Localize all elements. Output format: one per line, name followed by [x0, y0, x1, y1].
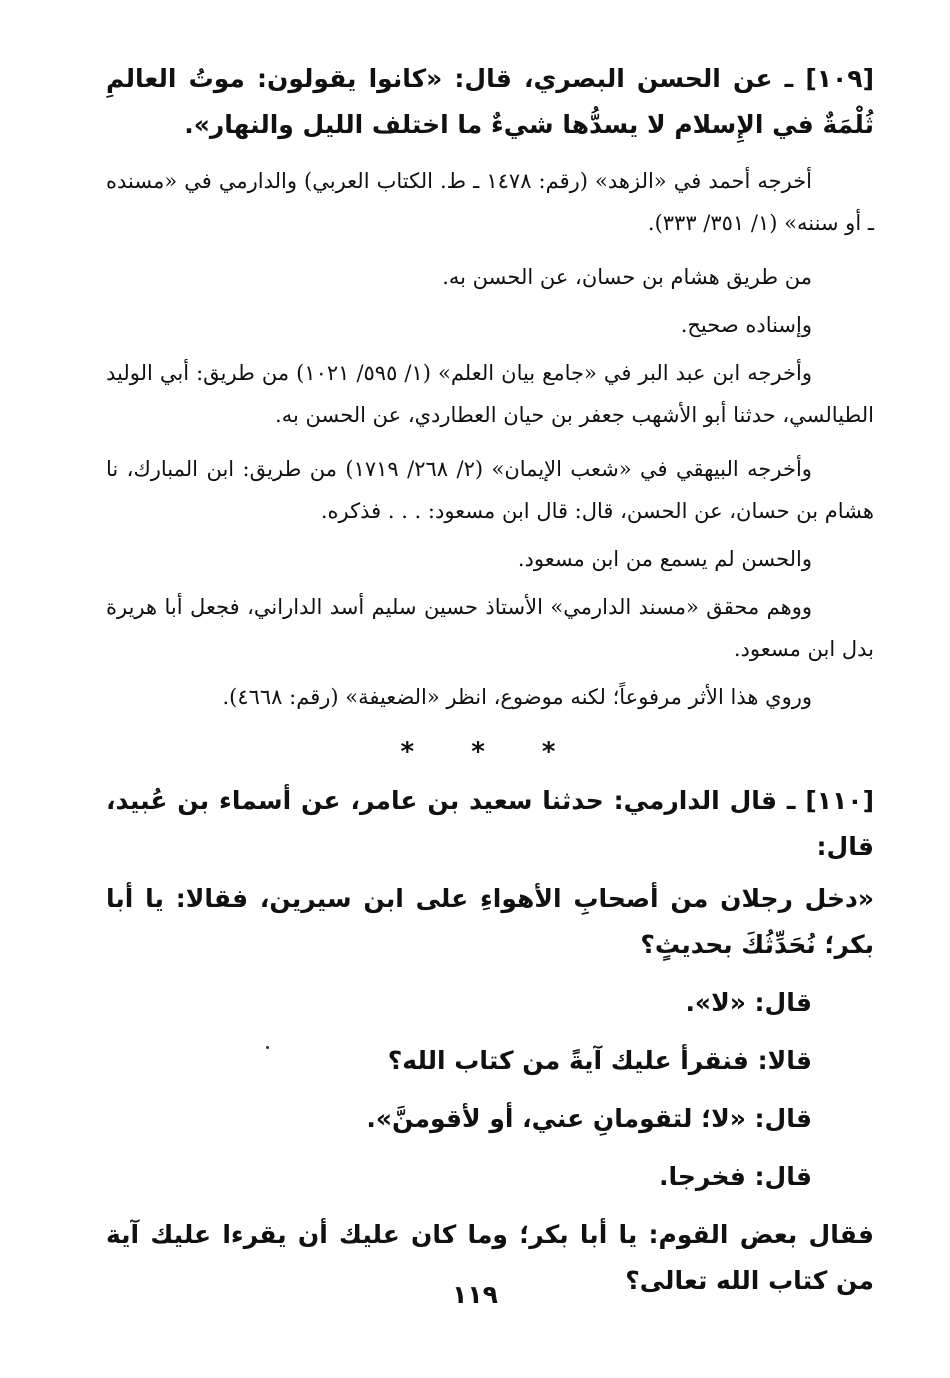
entry-110-line-1: «دخل رجلان من أصحابِ الأهواءِ على ابن سيرين، فقالا: يا أبا بكر؛ نُحَدِّثُكَ بحديثٍ؟ [106, 884, 874, 959]
entry-110-heading: [١١٠] ـ قال الدارمي: حدثنا سعيد بن عامر، عن أسماء بن عُبيد، قال: [106, 786, 874, 861]
entry-109-chain: من طريق هشام بن حسان، عن الحسن به. [442, 265, 812, 289]
entry-110-line-5: قال: فخرجا. [659, 1162, 812, 1191]
entry-110-line-6: فقال بعض القوم: يا أبا بكر؛ وما كان عليك أن يقرءا عليك آية من كتاب الله تعالى؟ [106, 1220, 874, 1295]
entry-110-line-2: قال: «لا». [685, 988, 812, 1017]
section-separator: * * * [400, 737, 580, 767]
page-number: ١١٩ [452, 1280, 498, 1309]
entry-109-takhrij-bayhaqi: وأخرجه البيهقي في «شعب الإيمان» (٢/ ٢٦٨/ ١٧١٩) من طريق: ابن المبارك، نا هشام بن حسان، عن الحسن، قال: قال ابن مسعود: . . . فذكره. [106, 457, 874, 523]
scan-speck [266, 1046, 269, 1049]
entry-110-line-3: قالا: فنقرأ عليك آيةً من كتاب الله؟ [387, 1046, 812, 1075]
entry-110-line-4: قال: «لا؛ لتقومانِ عني، أو لأقومنَّ». [366, 1104, 812, 1133]
entry-109-takhrij-ibn-abd-al-barr: وأخرجه ابن عبد البر في «جامع بيان العلم» (١/ ٥٩٥/ ١٠٢١) من طريق: أبي الوليد الطيالسي، حدثنا أبو الأشهب جعفر بن حيان العطاردي، عن الحسن به. [106, 361, 874, 427]
entry-109-grading: وإسناده صحيح. [680, 313, 812, 337]
entry-109-note-marfu: وروي هذا الأثر مرفوعاً؛ لكنه موضوع، انظر «الضعيفة» (رقم: ٤٦٦٨). [222, 685, 812, 709]
entry-109-takhrij-ahmad: أخرجه أحمد في «الزهد» (رقم: ١٤٧٨ ـ ط. الكتاب العربي) والدارمي في «مسنده ـ أو سننه» (١/ ٣٥١/ ٣٣٣). [106, 169, 874, 235]
entry-109-note-muhaqqiq: ووهم محقق «مسند الدارمي» الأستاذ حسين سليم أسد الداراني، فجعل أبا هريرة بدل ابن مسعود. [106, 595, 874, 661]
entry-109-heading: [١٠٩] ـ عن الحسن البصري، قال: «كانوا يقولون: موتُ العالمِ ثُلْمَةٌ في الإِسلام لا يسدُّها شيءٌ ما اختلف الليل والنهار». [106, 64, 874, 139]
entry-109-note-hasan: والحسن لم يسمع من ابن مسعود. [517, 547, 812, 571]
